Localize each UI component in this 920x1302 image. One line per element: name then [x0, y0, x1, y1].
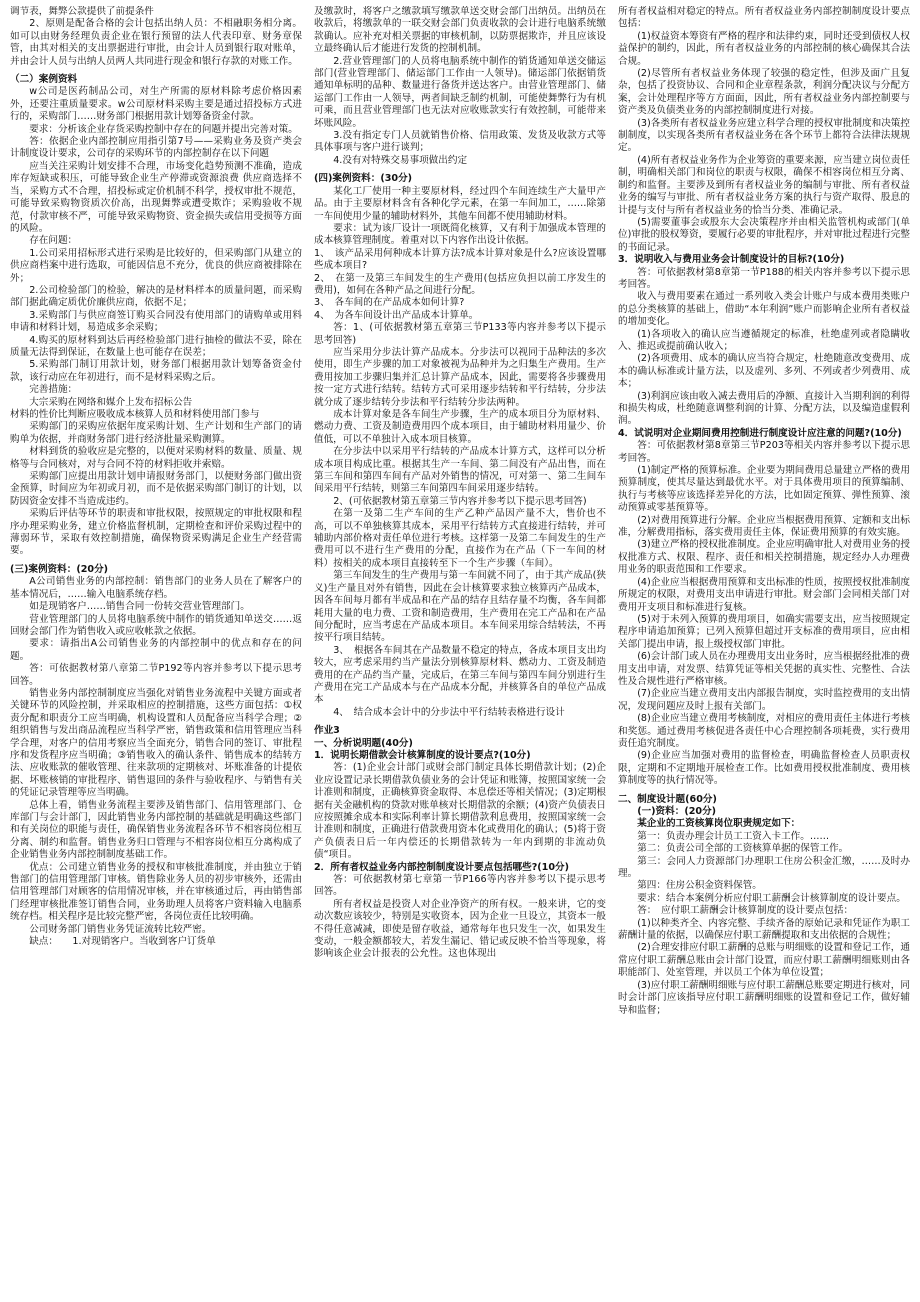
column-right	[618, 6, 910, 1302]
paragraph: (1)以种类齐全、内容完整、手续齐备的原始记录和凭证作为职工薪酬计量的依据，以确保应付职工薪酬提取和支出依据的合规性；	[618, 917, 910, 942]
text-columns	[10, 6, 910, 1302]
paragraph: 优点：公司建立销售业务的授权和审核批准制度，并由独立于销售部门的信用管理部门审核。销售除业务人员的初步审核外，还需由信用管理部门对顾客的信用情况审核，并在审核通过后，再由销售部门经理审核批准签订销售合同，业务助理人员将客户资料输入电脑系统存档。相关程序是比较完整严密，各岗位责任比较明确。	[10, 861, 302, 923]
paragraph: 所有者权益相对稳定的特点。所有者权益业务内部控制制度设计要点包括：	[618, 6, 910, 30]
paragraph: 3.没有指定专门人员就销售价格、信用政策、发货及收款方式等具体事项与客户进行谈判；	[314, 130, 606, 154]
section-heading: 某企业的工资核算岗位职责规定如下：	[637, 818, 801, 830]
paragraph: 要求：结合本案例分析应付职工薪酬会计核算制度的设计要点。	[637, 892, 906, 904]
paragraph: (1)制定严格的预算标准。企业要为期间费用总量建立严格的费用预算制度，使其尽量达到最优水平。对于具体费用项目的预算编制、执行与考核等应该选择差异化的方法，比如固定预算、弹性预算、滚动预算或零基预算等。	[618, 465, 910, 514]
paragraph: 某化工厂使用一种主要原材料，经过四个车间连续生产大量甲产品。由于主要原材料含有各种化学元素，在第一车间加工，……除第一车间使用少量的辅助材料外，其他车间都不使用辅助材料。	[314, 185, 606, 222]
paragraph: (2)合理安排应付职工薪酬的总账与明细账的设置和登记工作，通常应付职工薪酬总账由会计部门设置，而应付职工薪酬明细账则由各职能部门、处室管理，并以员工个体为单位设置；	[618, 942, 910, 979]
paragraph: 总体上看，销售业务流程主要涉及销售部门、信用管理部门、仓库部门与会计部门，因此销售业务内部控制的基础就是明确这些部门和有关岗位的职能与责任，确保销售业务流程各环节不相容岗位相互分离、制约和监督。销售业务归口管理与不相容岗位相互分离构成了企业销售业务内部控制制度基础工作。	[10, 799, 302, 861]
paragraph: (2)各项费用、成本的确认应当符合规定，杜绝随意改变费用、成本的确认标准或计量方法，以及虚列、多列、不列或者少列费用、成本；	[618, 353, 910, 390]
paragraph: (2)尽管所有者权益业务体现了较强的稳定性，但涉及面广且复杂，包括了投资协议、合同和企业章程条款，利润分配决议与分配方案，会计处理程序等方方面面，因此，所有者权益业务内部控制要与资产类及负债类业务的内部控制制度进行对接。	[618, 68, 910, 117]
paragraph: (5)对于未列入预算的费用项目，如确实需要支出，应当按照规定程序申请追加预算；已列入预算但超过开支标准的费用项目，应由相关部门提出申请，报上级授权部门审批。	[618, 613, 910, 650]
paragraph: 要求：试为该厂设计一项既简化核算，又有利于加强成本管理的成本核算管理制度。着重对以下内容作出设计依据。	[314, 222, 606, 247]
paragraph: 成本计算对象是各车间生产步骤，生产的成本项目分为原材料、燃动力费、工资及制造费用四个成本项目，由于辅助材料用量少、价值低，可以不单独计入成本项目核算。	[314, 409, 606, 445]
column-middle	[314, 6, 606, 1302]
paragraph: (1)权益资本筹资有严格的程序和法律约束，同时还受到债权人权益保护的制约，因此，所有者权益业务的内部控制的核心确保其合法合规。	[618, 30, 910, 67]
section-heading: 1．说明长期借款会计核算制度的设计要点?(10分)	[314, 749, 531, 761]
section-heading: 作业3	[314, 725, 340, 737]
paragraph: 在第一及第二生产车间的生产乙种产品因产量不大，售价也不高，可以不单独核算其成本，采用平行结转方式直接进行结转，并可辅助内部价格对责任单位进行考核。这样第一及第二车间发生的生产费用可以不进行生产费用的分配，直接作为在产品（下一车间的材料）按相关的成本项目直接转至下一个生产步骤（车间）。	[314, 508, 606, 569]
section-heading: 一、分析说明题(40分)	[314, 737, 413, 749]
paragraph: 答：依据企业内部控制应用指引第7号——采购业务及资产类会计制度设计要求，公司存的采购环节的内部控制存在以下问题	[10, 136, 302, 160]
paragraph: 要求：分析该企业存货采购控制中存在的问题并提出完善对策。	[29, 123, 298, 135]
paragraph: 答： 应付职工薪酬会计核算制度的设计要点包括：	[637, 905, 854, 917]
paragraph: 2、 在第一及第三车间发生的生产费用(包括应负担以前工序发生的费用)，如何在各种产品之间进行分配。	[314, 272, 606, 296]
paragraph: (3)各类所有者权益业务应建立科学合理的授权审批制度和决策控制制度，以实现各类所有者权益业务在各个环节上都符合法律法规规定。	[618, 117, 910, 154]
paragraph: 答：可依据教材第八章第二节P192等内容并参考以下提示思考回答。	[10, 663, 302, 687]
section-heading: (四)案例资料：(30分)	[314, 173, 413, 185]
paragraph: 在分步法中以采用平行结转的产品成本计算方式，这样可以分析成本项目构成比重。根据其生产一车间、第二间没有产品出售，而在第三车间和第四车间有产品对外销售的情况，可对第一、第二生间车间采用平行结转，则第三车间第四车间采用逐步结转。	[314, 446, 606, 495]
paragraph: 2.公司检验部门的检验，解决的是材料样本的质量问题，而采购部门据此确定质优价廉供应商，依据不足；	[10, 284, 302, 309]
section-heading: 4．试说明对企业期间费用控制进行制度设计应注意的问题?(10分)	[618, 427, 902, 439]
paragraph: (4)所有者权益业务作为企业筹资的重要来源，应当建立岗位责任制，明确相关部门和岗位的职责与权限，确保不相容岗位相互分离、制约和监督。主要涉及到所有者权益业务的编制与审批、所有者权益业务的编写与审批、所有者权益业务方案的执行与资产取得、股息的计提与支付与所有者权益业务的恰当分类、准确记录。	[618, 154, 910, 216]
section-heading: （二）案例资料	[10, 74, 78, 86]
paragraph: 材料到货的验收应是完整的，以便对采购材料的数量、质量、规格等与合同核对，对与合同不符的材料拒收并索赔。	[10, 446, 302, 470]
paragraph: 存在问题：	[29, 235, 78, 247]
paragraph: 3、 根据各车间其在产品数量不稳定的特点，各成本项目支出均较大，应考虑采用约当产量法分别核算原材料、燃动力、工资及制造费用的在产品约当产量，完成后，在第三车间与第四车间分别进行生产费用在完工产品成本与在产品成本分配，并核算各自的单位产品成本	[314, 644, 606, 706]
paragraph: 材料的性价比判断应吸收成本核算人员和材料使用部门参与	[10, 409, 260, 420]
paragraph: (9)企业应当加强对费用的监督检查，明确监督检查人员职责权限，定期和不定期地开展检查工作。比如费用授权批准制度、费用核算制度等的执行情况等。	[618, 750, 910, 787]
paragraph: 2、(可依据教材第五章第三节内容并参考以下提示思考回答)	[333, 495, 587, 507]
paragraph: 答：1、(可依据教材第五章第三节P133等内容并参考以下提示思考回答)	[314, 322, 606, 346]
paragraph: 销售业务内部控制制度应当强化对销售业务流程中关键方面或者关键环节的风险控制，并采取相应的控制措施，这些方面包括：①权责分配和职责分工应当明确，机构设置和人员配备应当科学合理；②组织销售与发出商品流程应当科学严密，销售政策和信用管理应当科学合理，对客户的信用考察应当全面充分，销售合同的签订、审批程序和发货程序应当明确；③销售收入的确认条件、销售成本的结转方法、应收账款的催收管理、往来款项的定期核对、坏账准备的计提依据、坏账核销的审批程序、销售退回的条件与验收程序、与销售有关的凭证记录管理等应当明确。	[10, 687, 302, 799]
paragraph: 调节表，舞弊公款提供了前提条件	[10, 6, 154, 17]
paragraph: 所有者权益是投资人对企业净资产的所有权。一般来讲，它的变动次数应该较少，特别是实收资本，因为企业一旦设立，其资本一般不得任意减减，即使是留存收益，通常每年也只发生一次，如果发生变动，一般金额都较大，若发生漏记、错记或反映不恰当等现象，将影响该企业会计报表的公允性。这也体现出	[314, 898, 606, 960]
paragraph: (8)企业应当建立费用考核制度，对相应的费用责任主体进行考核和奖惩。通过费用考核促进各责任中心合理控制各项耗费，实行费用责任追究制度。	[618, 713, 910, 749]
column-left	[10, 6, 302, 1302]
paragraph: (2)对费用预算进行分解。企业应当根据费用预算、定额和支出标准，分解费用指标，落实费用责任主体，保证费用预算的有效实施。	[618, 514, 910, 539]
paragraph: 2、原则是配备合格的会计包括出纳人员：不相融职务相分离。如可以由财务经理负责企业在银行预留的法人代表印章、财务章保管，由其对相关的支出票据进行审批，由会计人员到银行取对账单，并由会计人员与出纳人员两人共同进行现金和银行存款的对账工作。	[10, 18, 302, 67]
paragraph: 第二：负责公司全部的工资核算单据的保管工作。	[637, 843, 849, 855]
paragraph: 完善措施：	[29, 384, 78, 396]
paragraph: 采购部门的采购应依据年度采购计划、生产计划和生产部门的请购单为依据，并商财务部门进行经济批量采购测算。	[10, 421, 302, 445]
paragraph: 采购部门应提出用款计划申请报财务部门，以便财务部门做出资金预算，时间应为年初或月初，而不是依据采购部门制订的计划，以防因资金安排不当造成违约。	[10, 471, 302, 507]
paragraph: (7)企业应当建立费用支出内部报告制度，实时监控费用的支出情况，发现问题应及时上报有关部门。	[618, 688, 910, 712]
section-heading: (一)资料：(20分)	[637, 806, 717, 817]
paragraph: w公司是医药制品公司，对生产所需的原材料除考虑价格因素外，还要注重质量要求。w公司原材料采购主要是通过招投标方式进行的，采购部门……财务部门根据用款计划筹备资金付款。	[10, 86, 302, 123]
paragraph: 1、 该产品采用何种成本计算方法?成本计算对象是什么?应该设置哪些成本项目?	[314, 247, 606, 272]
paragraph: 4.没有对特殊交易事项做出约定	[333, 154, 468, 166]
paragraph: 及缴款时，将客户之缴款填写缴款单送交财会部门出纳员。出纳员在收款后，将缴款单的一联交财会部门负责收款的会计进行电脑系统缴款确认。应补充对相关票据的审核机制，以防票据欺诈，并且应该设立最终确认后才能进行发货的控制机制。	[314, 6, 606, 55]
paragraph: (3)利润应该由收入减去费用后的净额、直接计入当期利润的利得和损失构成，杜绝随意调整利润的计算、分配方法，以及编造虚假利润。	[618, 390, 910, 427]
section-heading: 3．说明收入与费用业务会计制度设计的目标?(10分)	[618, 254, 845, 266]
paragraph: 4.购买的原材料到达后再经检验部门进行抽检的做法不妥，除在质量无法得到保证，在数量上也可能存在误差；	[10, 334, 302, 358]
paragraph: 应当采用分步法计算产品成本。分步法可以视同于品种法的多次使用，即生产步骤的加工对象被视为品种并为之归集生产费用。生产费用按加工步骤归集并汇总计算产品成本，因此，需要将各步骤费用按一定方式进行结转。结转方式可采用逐步结转和平行结转，分步法就分成了逐步结转分步法和平行结转分步法两种。	[314, 346, 606, 408]
section-heading: (三)案例资料：(20分)	[10, 563, 109, 575]
paragraph: 第三车间发生的生产费用与第一车间就不同了，由于其产成品(狭义)生产量且对外有销售，因此在会计核算要求独立核算丙产品成本，因各车间每月都有半成品和在产品的结存且结存量不均衡，各车间都耗用大量的电力费、工资和制造费用，生产费用在完工产品和在产品间分配时，应当考虑在产品成本项目。本车间采用综合结转法，不再按平行项目结转。	[314, 570, 606, 644]
paragraph: (4)企业应当根据费用预算和支出标准的性质，按照授权批准制度所规定的权限，对费用支出申请进行审批。财会部门会同相关部门对费用开支项目和标准进行复核。	[618, 576, 910, 613]
paragraph: 公司财务部门销售业务凭证流转比较严密。	[29, 923, 212, 935]
paragraph: 营业管理部门的人员将电脑系统中制作的销货通知单送交……返回财会部门作为销售收入或应收帐款之依据。	[10, 613, 302, 637]
paragraph: 第一：负责办理会计员工工资入卡工作。……	[637, 830, 830, 842]
section-heading: 2．所有者权益业务内部控制制度设计要点包括哪些?(10分)	[314, 861, 570, 873]
paragraph: 4、 结合成本会计中的分步法中平行结转表格进行设计	[333, 706, 565, 718]
section-heading: 二、制度设计题(60分)	[618, 793, 717, 805]
paragraph: 4、 为各车间设计出产品成本计算单。	[314, 309, 479, 321]
paragraph: (6)会计部门或人员在办理费用支出业务时，应当根据经批准的费用支出申请，对发票、结算凭证等相关凭据的真实性、完整性、合法性及合规性进行严格审核。	[618, 651, 910, 687]
paragraph: 第三：会同人力资源部门办理职工住房公积金汇缴，……及时办理。	[618, 855, 910, 880]
paragraph: 缺点： 1.对现销客户。当收到客户订货单	[29, 936, 216, 948]
paragraph: 答：可依据教材第8章第三节P203等相关内容并参考以下提示思考回答。	[618, 440, 910, 464]
paragraph: A公司销售业务的内部控制：销售部门的业务人员在了解客户的基本情况后，……输入电脑系统存档。	[10, 576, 302, 600]
paragraph: 答：(1)企业会计部门或财会部门制定具体长期借款计划；(2)企业应设置记录长期借款负债业务的会计凭证和账簿，按照国家统一会计准则和制度，正确核算资金取得、本息偿还等相关情况；(3)定期根据有关金融机构的贷款对账单核对长期借款的余额；(4)资产负债表日应按照摊余成本和实际利率计算长期借款利息费用，按照国家统一会计准则和制度，正确进行借款费用资本化或费用化的确认；(5)将于资产负债表日后一年内偿还的长期借款转为一年内到期的非流动负债“项目。	[314, 762, 606, 861]
paragraph: 答：可依据教材第七章第一节P166等内容并参考以下提示思考回答。	[314, 874, 606, 898]
paragraph: (1)各项收入的确认应当遵循规定的标准，杜绝虚列或者隐瞒收入、推迟或提前确认收入；	[618, 328, 910, 352]
paragraph: 应当关注采购计划安排不合理，市场变化趋势预测不准确，造成库存短缺或积压，可能导致企业生产停滞或资源浪费 供应商选择不当，采购方式不合理，招投标或定价机制不科学，授权审批不规范，可能导致采购物资质次价高，出现舞弊或遭受欺诈；采购验收不规范，付款审核不严，可能导致采购物资、资金损失或信用受损等方面的风险。	[10, 160, 302, 234]
paragraph: 答：可依据教材第8章第一节P188的相关内容并参考以下提示思考回答。	[618, 266, 910, 290]
paragraph: 要求：请指出A公司销售业务的内部控制中的优点和存在的问题。	[10, 638, 302, 662]
paragraph: 采购后评估等环节的职责和审批权限，按照规定的审批权限和程序办理采购业务，建立价格监督机制，定期检查和评价采购过程中的薄弱环节，采取有效控制措施，确保物资采购满足企业生产经营需要。	[10, 508, 302, 557]
paragraph: (3)应付职工薪酬明细账与应付职工薪酬总账要定期进行核对，同时会计部门应该指导应付职工薪酬明细账的设置和登记工作，做好辅导和监督；	[618, 979, 910, 1016]
paragraph: 第四：住房公积金资料保管。	[637, 880, 762, 892]
paragraph: 2.营业管理部门的人员将电脑系统中制作的销货通知单送交储运部门(营业管理部门、储运部门工作由一人领导)。储运部门依据销货通知单标明的品种、数量进行备货并送达客户。由营业管理部门、储运部门工作由一人领导，两者间缺乏制约机制，可能使舞弊行为有机可乘，而且营业管理部门也无法对应收账款实行有效控制，可能带来坏账风险。	[314, 55, 606, 129]
paragraph: 3、 各车间的在产品成本如何计算?	[314, 297, 465, 309]
paragraph: 大宗采购在网络和媒介上发布招标公告	[29, 396, 193, 408]
paragraph: 3.采购部门与供应商签订购买合同没有使用部门的请购单或用料申请和材料计划，易造成多余采购；	[10, 309, 302, 334]
paragraph: (5)需要董事会或股东大会决策程序并由相关监管机构或部门(单位)审批的股权筹资，要履行必要的审批程序，并对审批过程进行完整的书面记录。	[618, 216, 910, 253]
paragraph: 如是现销客户……销售合同一份转交营业管理部门。	[29, 601, 250, 613]
paragraph: 1.公司采用招标形式进行采购是比较好的，但采购部门从建立的供应商档案中进行选取，可能因信息不充分，优良的供应商被排除在外；	[10, 247, 302, 284]
paragraph: (3)建立严格的授权批准制度。企业应明确审批人对费用业务的授权批准方式、权限、程序、责任和相关控制措施，规定经办人办理费用业务的职责范围和工作要求。	[618, 539, 910, 576]
paragraph: 5.采购部门制订用款计划，财务部门根据用款计划筹备资金付款，该行动应在年初进行，而不是材料采购之后。	[10, 359, 302, 383]
paragraph: 收入与费用要素在通过一系列收入类会计账户与成本费用类账户的总分类核算的基础上，借助“本年利润”账户而影响企业所有者权益的增加变化。	[618, 291, 910, 328]
